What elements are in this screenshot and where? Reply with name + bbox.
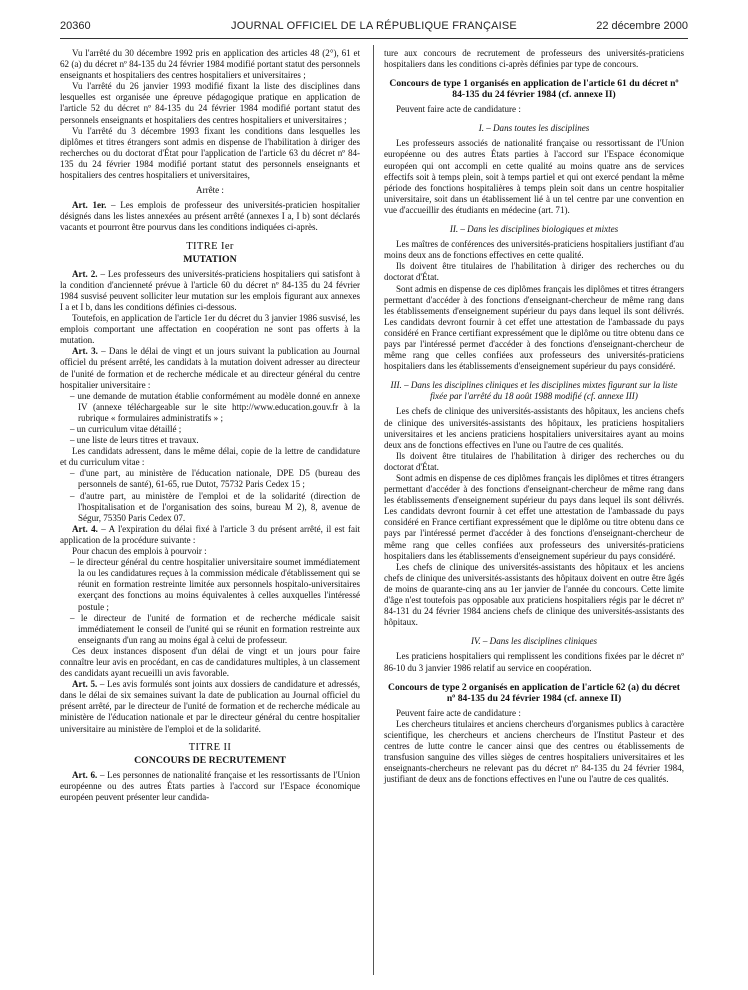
list-item: – une demande de mutation établie conformément au modèle donné en annexe IV (annexe téléchargeable sur le site http://www.education.gouv.fr à la rubrique « formulaires administratifs » ; <box>70 390 360 423</box>
visa-paragraph: Vu l'arrêté du 30 décembre 1992 pris en application des articles 48 (2°), 61 et 62 (a) du décret nº 84-135 du 24 février 1984 modifié portant statut des personnels enseignants et hospitaliers des centres hospitaliers et universitaires ; <box>60 48 360 81</box>
list-item: – un curriculum vitae détaillé ; <box>70 424 182 434</box>
left-column <box>60 48 360 803</box>
article-2 <box>60 269 360 313</box>
article-label: Art. 2. <box>72 268 98 279</box>
list-item: – le directeur général du centre hospitalier universitaire soumet immédiatement la ou les candidatures reçues à la commission médicale d'établissement qui se réunit en formation restreinte limitée aux personnels hospitalo-universitaires exerçant des fonctions au moins équivalentes à celles auxquelles l'intéressé postule ; <box>70 557 360 612</box>
titre-1-heading: TITRE Ier <box>186 240 234 252</box>
section-3-heading: III. – Dans les disciplines cliniques et les disciplines mixtes figurant sur la liste fixée par l'arrêté du 18 août 1988 modifié (cf. annexe III) <box>390 380 678 402</box>
titre-2-heading: TITRE II <box>188 741 232 753</box>
peuvent-paragraph: Peuvent faire acte de candidature : <box>396 707 521 718</box>
ces-deux-paragraph: Ces deux instances disposent d'un délai de vingt et un jours pour faire connaître leur avis en procédant, en cas de candidatures multiples, à un classement des candidats ayant recueilli un avis favorable. <box>60 645 360 679</box>
list-item: – une liste de leurs titres et travaux. <box>70 435 199 446</box>
section-2-heading: II. – Dans les disciplines biologiques et mixtes <box>449 224 619 235</box>
list-item: – d'autre part, au ministère de l'emploi et de la solidarité (direction de l'hospitalisation et de l'organisation des soins, bureau M 2), 8, avenue de Ségur, 75350 Paris Cedex 07. <box>70 490 360 523</box>
art4-list <box>60 557 360 646</box>
section-4-text: Les praticiens hospitaliers qui remplissent les conditions fixées par le décret nº 86-10 du 3 janvier 1986 relatif au service en coopération. <box>384 651 684 673</box>
article-3 <box>60 346 360 390</box>
titre-2-subheading: CONCOURS DE RECRUTEMENT <box>134 754 286 766</box>
section-2-text: Ils doivent être titulaires de l'habilitation à diriger des recherches ou du doctorat d'État. <box>384 261 684 283</box>
issue-date: 22 décembre 2000 <box>596 20 688 32</box>
header-rule <box>60 38 688 39</box>
article-text: – Dans le délai de vingt et un jours suivant la publication au Journal officiel du présent arrêté, les candidats à la mutation doivent adresser au directeur de l'unité de formation et de recherche médicale et au directeur général du centre hospitalier universitaire : <box>60 346 361 390</box>
type2-heading: Concours de type 2 organisés en application de l'article 62 (a) du décret nº 84-135 du 24 février 1984 (cf. annexe II) <box>388 681 680 704</box>
visa-paragraph: Vu l'arrêté du 26 janvier 1993 modifié fixant la liste des disciplines dans lesquelles est organisée une épreuve pédagogique pratique en application de l'article 52 du décret nº 84-135 du 24 février 1984 modifié portant statut des personnels enseignants et hospitaliers des centres hospitaliers et universitaires ; <box>60 81 360 125</box>
article-text: – A l'expiration du délai fixé à l'article 3 du présent arrêté, il est fait application de la procédure suivante : <box>60 523 360 545</box>
journal-title: JOURNAL OFFICIEL DE LA RÉPUBLIQUE FRANÇAISE <box>231 20 517 32</box>
list-item: – le directeur de l'unité de formation et de recherche médicale saisit immédiatement le conseil de l'unité qui se réunit en formation restreinte aux enseignants d'un rang au moins égal à celui de professeur. <box>70 612 360 645</box>
section-1-text: Les professeurs associés de nationalité française ou ressortissant de l'Union européenne ou des autres États parties à l'accord sur l'Espace économique européen qui ont accompli en cette qualité au moins quatre ans de services effectifs soit à temps plein, soit à temps partiel et qui ont exercé pendant la même période des fonctions hospitalières à temps plein soit dans un centre hospitalier universitaire, soit dans un établissement lié à un tel centre par une convention en vue d'accueillir des étudiants en médecine (art. 71). <box>384 138 684 215</box>
arrete-heading: Arrête : <box>196 185 224 196</box>
type1-heading: Concours de type 1 organisés en application de l'article 61 du décret nº 84-135 du 24 février 1984 (cf. annexe II) <box>389 78 679 101</box>
candidats-paragraph: Les candidats adressent, dans le même délai, copie de la lettre de candidature et du curriculum vitae : <box>60 446 360 468</box>
article-5 <box>60 679 360 734</box>
article-4 <box>60 524 360 546</box>
page-header <box>60 20 688 38</box>
page-number: 20360 <box>60 20 91 32</box>
article-label: Art. 4. <box>72 523 98 534</box>
section-4-heading: IV. – Dans les disciplines cliniques <box>471 636 597 647</box>
section-3-text: Les chefs de clinique des universités-assistants des hôpitaux et les anciens chefs de clinique des universités-assistants des hôpitaux doivent en outre être âgés de moins de quarante-cinq ans au 1er janvier de l'année du concours. Cette limite d'âge n'est toutefois pas opposable aux praticiens hospitaliers régis par le décret nº 84-131 du 24 février 1984 anciens chefs de clinique des universités-assistants des hôpitaux. <box>384 561 684 628</box>
type2-text: Les chercheurs titulaires et anciens chercheurs d'organismes publics à caractère scientifique, les chercheurs et anciens chercheurs de l'Institut Pasteur et des centres de lutte contre le cancer ainsi que des centres ou établissements de transfusion sanguine des villes sièges de centres hospitaliers universitaires et les enseignants-chercheurs ne relevant pas du décret nº 84-135 du 24 février 1984, justifiant de deux ans de fonctions effectives en l'une ou l'autre de ces qualités. <box>384 718 684 785</box>
right-column <box>384 48 684 785</box>
list-item: – d'une part, au ministère de l'éducation nationale, DPE D5 (bureau des personnels de santé), 61-65, rue Dutot, 75732 Paris Cedex 15 ; <box>70 468 360 490</box>
article-text: – Les avis formulés sont joints aux dossiers de candidature et adressés, dans le délai de six semaines suivant la date de publication au Journal officiel du présent arrêté, par le directeur de l'unité de formation et de recherche médicale au ministère de l'éducation nationale et par le directeur général du centre hospitalier universitaire au ministère de l'emploi et de la solidarité. <box>60 679 361 734</box>
pour-chacun-paragraph: Pour chacun des emplois à pourvoir : <box>72 546 207 557</box>
article-label: Art. 5. <box>72 679 98 690</box>
section-1-heading: I. – Dans toutes les disciplines <box>478 123 590 134</box>
section-3-text: Sont admis en dispense de ces diplômes français les diplômes et titres étrangers permettant d'accéder à des fonctions d'enseignant-chercheur de même rang dans les établissements d'enseignement supérieur du pays dans lequel ils sont délivrés. Les candidats devront fournir à cet effet une attestation de l'ambassade du pays considéré en France certifiant expressément que le diplôme ou titre obtenu dans ce pays par l'intéressé permet d'accéder à des fonctions d'enseignant-chercheur de même rang que celles confiées aux professeurs des universités-praticiens hospitaliers dans les établissements d'enseignement supérieur du pays considéré. <box>384 473 684 561</box>
article-1 <box>60 200 360 233</box>
toutefois-paragraph: Toutefois, en application de l'article 1er du décret du 3 janvier 1986 susvisé, les emplois comportant une affectation en coopération ne sont pas offerts à la mutation. <box>60 313 360 346</box>
section-3-text: Les chefs de clinique des universités-assistants des hôpitaux, les anciens chefs de clinique des universités-assistants des hôpitaux, les praticiens hospitaliers universitaires et les anciens praticiens hospitaliers universitaires ayant au moins deux ans de fonctions effectives en l'une ou l'autre de ces qualités. <box>384 406 684 450</box>
article-label: Art. 6. <box>72 769 98 780</box>
article-label: Art. 1er. <box>72 200 107 211</box>
section-2-text: Sont admis en dispense de ces diplômes français les diplômes et titres étrangers permettant d'accéder à des fonctions d'enseignant-chercheur de même rang dans les établissements d'enseignement supérieur du pays dans lequel ils sont délivrés. Les candidats devront fournir à cet effet une attestation de l'ambassade du pays considéré en France certifiant expressément que le diplôme ou titre obtenu dans ce pays par l'intéressé permet d'accéder à des fonctions d'enseignant-chercheur de même rang que celles confiées aux professeurs des universités-praticiens hospitaliers dans les établissements d'enseignement supérieur du pays considéré. <box>384 283 684 372</box>
continuation-paragraph: ture aux concours de recrutement de professeurs des universités-praticiens hospitaliers dans les conditions ci-après définies par type de concours. <box>384 48 684 70</box>
article-6 <box>60 770 360 803</box>
article-text: – Les professeurs des universités-praticiens hospitaliers qui satisfont à la condition d'ancienneté prévue à l'article 60 du décret nº 84-135 du 24 février 1984 susvisé peuvent solliciter leur mutation sur les emplois figurant aux annexes I a et I b, dans les conditions définies ci-dessous. <box>60 268 360 312</box>
article-text: – Les emplois de professeur des universités-praticien hospitalier désignés dans les listes annexées au présent arrêté (annexes I a, I b) sont déclarés vacants et pourront être pourvus dans les conditions indiquées ci-après. <box>60 200 360 233</box>
peuvent-paragraph: Peuvent faire acte de candidature : <box>396 104 521 115</box>
article-label: Art. 3. <box>72 346 98 357</box>
section-2-text: Les maîtres de conférences des universités-praticiens hospitaliers justifiant d'au moins deux ans de fonctions effectives en cette qualité. <box>384 239 684 261</box>
section-3-text: Ils doivent être titulaires de l'habilitation à diriger des recherches ou du doctorat d'État. <box>384 450 684 472</box>
article-text: – Les personnes de nationalité française et les ressortissants de l'Union européenne ou des autres États parties à l'accord sur l'Espace économique européen peuvent présenter leur candida- <box>60 769 361 802</box>
art3-list <box>60 391 360 446</box>
candidats-list <box>60 468 360 523</box>
column-divider <box>373 45 374 975</box>
titre-1-subheading: MUTATION <box>183 253 237 265</box>
visa-paragraph: Vu l'arrêté du 3 décembre 1993 fixant les conditions dans lesquelles les diplômes et titres étrangers sont admis en dispense de l'habilitation à diriger des recherches ou du doctorat d'État pour l'application de l'article 63 du décret nº 84-135 du 24 février 1984 modifié portant statut des personnels enseignants et hospitaliers des centres hospitaliers et universitaires, <box>60 125 360 181</box>
